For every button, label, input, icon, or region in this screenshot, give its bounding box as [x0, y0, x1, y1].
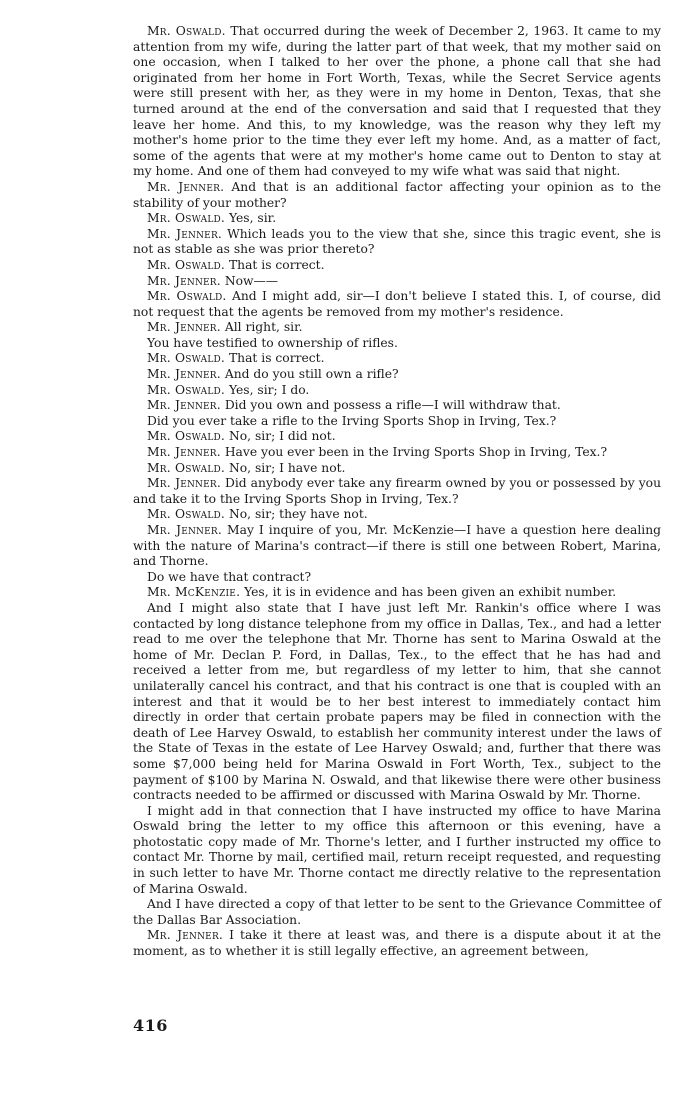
testimony-paragraph — [133, 180, 661, 211]
testimony-paragraph — [133, 398, 661, 414]
speaker-label: Mr. Jenner. — [147, 445, 221, 460]
speaker-label: Mr. Jenner. — [147, 367, 221, 382]
paragraph-text: Yes, it is in evidence and has been given an exhibit number. — [244, 585, 617, 600]
paragraph-text: No, sir; they have not. — [228, 507, 368, 522]
speaker-label: Mr. Oswald. — [147, 507, 226, 522]
testimony-paragraph — [133, 211, 661, 227]
paragraph-text: Yes, sir. — [228, 211, 277, 226]
testimony-paragraph — [133, 351, 661, 367]
testimony-paragraph — [133, 445, 661, 461]
paragraph-text: And I might also state that I have just left Mr. Rankin's office where I was contacted by long distance telephone from my office in Dallas, Tex., and had a letter read to me over the telephone that Mr. Thorne has sent to Marina Oswald at the home of Mr. Declan P. Ford, in Dallas, Tex., to the effect that he has had and received a letter from me, but regardless of my letter to him, that she cannot unilaterally cancel his contract, and that his contract is one that is coupled with an interest and that it would be to her best interest to immediately contact him directly in order that certain probate papers may be filed in connection with the death of Lee Harvey Oswald, to establish her community interest under the laws of the State of Texas in the estate of Lee Harvey Oswald; and, further that there was some $7,000 being held for Marina Oswald in Fort Worth, Tex., subject to the payment of $100 by Marina N. Oswald, and that likewise there were other business contracts needed to be affirmed or discussed with Marina Oswald by Mr. Thorne. — [133, 600, 661, 803]
speaker-label: Mr. Oswald. — [147, 257, 226, 272]
paragraph-text: Did you ever take a rifle to the Irving Sports Shop in Irving, Tex.? — [147, 413, 557, 428]
paragraph-text: I might add in that connection that I have instructed my office to have Marina Oswald bring the letter to my office this afternoon or this evening, have a photostatic copy made of Mr. Thorne's letter, and I further instructed my office to contact Mr. Thorne by mail, certified mail, return receipt requested, and requesting in such letter to have Mr. Thorne contact me directly relative to the representation of Marina Oswald. — [133, 803, 661, 896]
paragraph-text: No, sir; I have not. — [228, 460, 346, 475]
speaker-label: Mr. Jenner. — [147, 523, 222, 537]
paragraph-text: No, sir; I did not. — [228, 429, 336, 444]
paragraph-text: Yes, sir; I do. — [228, 382, 310, 397]
paragraph-text: And I might add, sir—I don't believe I stated this. I, of course, did not request that the agents be removed from my mother's residence. — [133, 289, 661, 319]
paragraph-text: That occurred during the week of December 2, 1963. It came to my attention from my wife, during the latter part of that week, that my mother said on one occasion, when I talked to her over the phone, a phone call that she had originated from her home in Fort Worth, Texas, while the Secret Service agents were still present with her, as they were in my home in Denton, Texas, that she turned around at the end of the conversation and said that I requested that they leave her home. And this, to my knowledge, was the reason why they left my mother's home prior to the time they ever left my home. And, as a matter of fact, some of the agents that were at my mother's home came out to Denton to stay at my home. And one of them had conveyed to my wife what was said that night. — [133, 24, 661, 179]
page-number: 416 — [133, 1016, 168, 1035]
paragraph-text: All right, sir. — [224, 320, 303, 335]
paragraph-text: That is correct. — [228, 351, 325, 366]
testimony-paragraph — [133, 507, 661, 523]
speaker-label: Mr. Oswald. — [147, 289, 227, 304]
testimony-paragraph — [133, 258, 661, 274]
paragraph-text: I take it there at least was, and there is a dispute about it at the moment, as to whether it is still legally effective, an agreement between, — [133, 928, 661, 959]
speaker-label: Mr. Jenner. — [147, 179, 225, 194]
paragraph-text: And do you still own a rifle? — [224, 367, 399, 382]
testimony-paragraph — [133, 476, 661, 507]
speaker-label: Mr. Oswald. — [147, 351, 226, 366]
speaker-label: Mr. Jenner. — [147, 273, 221, 288]
speaker-label: Mr. Oswald. — [147, 429, 226, 444]
document-body — [133, 24, 661, 960]
testimony-paragraph — [133, 601, 661, 804]
paragraph-text: Did you own and possess a rifle—I will withdraw that. — [224, 398, 561, 413]
speaker-label: Mr. Jenner. — [147, 476, 221, 491]
paragraph-text: May I inquire of you, Mr. McKenzie—I have a question here dealing with the nature of Marina's contract—if there is still one between Robert, Marina, and Thorne. — [133, 523, 661, 569]
speaker-label: Mr. Oswald. — [147, 382, 226, 397]
paragraph-text: Have you ever been in the Irving Sports Shop in Irving, Tex.? — [224, 445, 608, 460]
speaker-label: Mr. Oswald. — [147, 211, 226, 226]
testimony-paragraph — [133, 928, 661, 959]
testimony-paragraph — [133, 585, 661, 601]
testimony-paragraph — [133, 461, 661, 477]
testimony-paragraph — [133, 320, 661, 336]
testimony-paragraph — [133, 804, 661, 898]
testimony-paragraph — [133, 227, 661, 258]
testimony-paragraph — [133, 367, 661, 383]
speaker-label: Mr. Jenner. — [147, 226, 223, 241]
speaker-label: Mr. Oswald. — [147, 24, 226, 38]
paragraph-text: And I have directed a copy of that letter to be sent to the Grievance Committee of the Dallas Bar Association. — [133, 897, 661, 927]
testimony-paragraph — [133, 24, 661, 180]
testimony-paragraph — [133, 336, 661, 352]
testimony-paragraph — [133, 274, 661, 290]
testimony-paragraph — [133, 429, 661, 445]
testimony-paragraph — [133, 570, 661, 586]
paragraph-text: Did anybody ever take any firearm owned by you or possessed by you and take it to the Irving Sports Shop in Irving, Tex.? — [133, 476, 661, 506]
paragraph-text: Do we have that contract? — [147, 569, 312, 584]
speaker-label: Mr. Jenner. — [147, 398, 221, 413]
speaker-label: Mr. Oswald. — [147, 460, 226, 475]
testimony-paragraph — [133, 289, 661, 320]
speaker-label: Mr. Jenner. — [147, 928, 224, 943]
paragraph-text: Now—— — [224, 273, 279, 288]
testimony-paragraph — [133, 383, 661, 399]
paragraph-text: And that is an additional factor affecting your opinion as to the stability of your mother? — [133, 179, 661, 210]
paragraph-text: You have testified to ownership of rifles. — [147, 335, 398, 350]
testimony-paragraph — [133, 897, 661, 928]
speaker-label: Mr. McKenzie. — [147, 585, 241, 600]
paragraph-text: Which leads you to the view that she, since this tragic event, she is not as stable as she was prior thereto? — [133, 226, 661, 257]
testimony-paragraph — [133, 414, 661, 430]
testimony-paragraph — [133, 523, 661, 570]
paragraph-text: That is correct. — [228, 257, 325, 272]
speaker-label: Mr. Jenner. — [147, 320, 221, 335]
